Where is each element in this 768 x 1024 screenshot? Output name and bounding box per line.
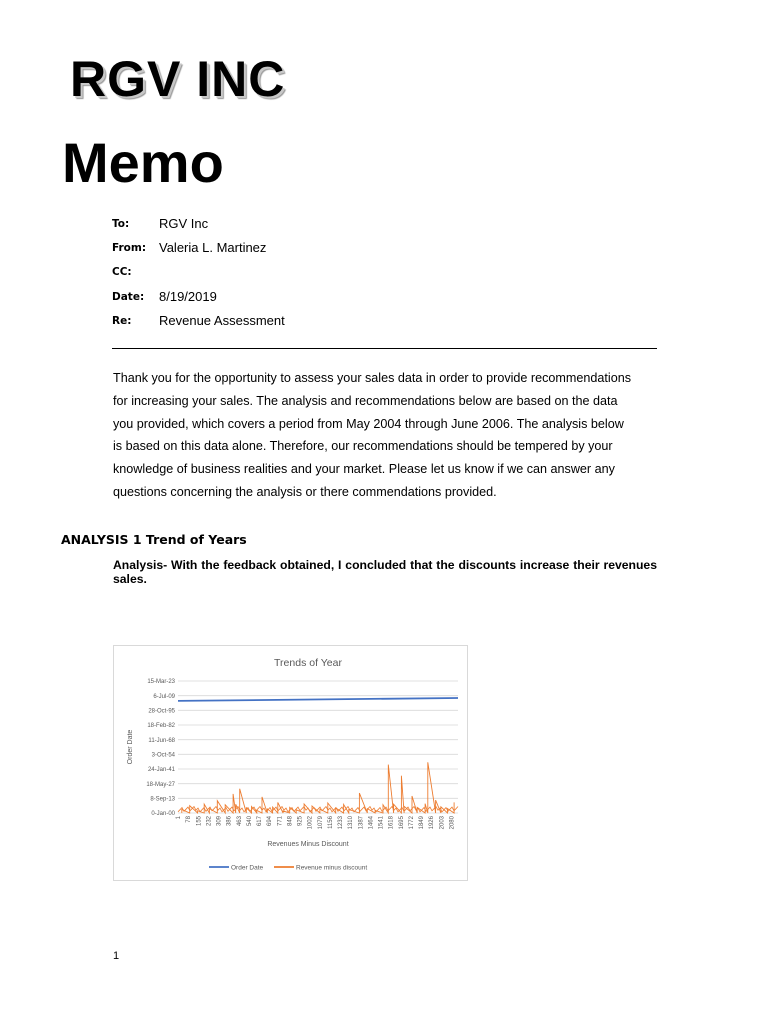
x-tick-label: 617 [257, 816, 264, 827]
x-tick-label: 540 [246, 816, 253, 827]
legend-label: Revenue minus discount [296, 864, 368, 872]
x-tick-label: 1233 [338, 816, 345, 830]
y-tick-label: 6-Jul-09 [153, 693, 175, 700]
x-tick-label: 1695 [398, 816, 405, 830]
y-tick-label: 28-Oct-95 [148, 708, 175, 715]
x-tick-label: 463 [236, 816, 243, 827]
x-axis-label: Revenues Minus Discount [267, 841, 349, 848]
field-label: From: [112, 242, 147, 255]
x-tick-label: 2080 [449, 816, 456, 830]
x-tick-label: 1772 [408, 816, 415, 830]
y-tick-label: 18-Feb-82 [147, 723, 175, 730]
x-tick-label: 78 [186, 816, 193, 823]
page-number: 1 [113, 950, 120, 962]
y-tick-label: 3-Oct-54 [151, 752, 175, 759]
field-value: RGV Inc [159, 216, 209, 231]
x-tick-label: 1926 [429, 816, 436, 830]
x-tick-label: 1541 [378, 816, 385, 830]
x-tick-label: 694 [267, 816, 274, 827]
legend-label: Order Date [231, 864, 264, 872]
x-tick-label: 1156 [327, 816, 334, 829]
header-divider [112, 348, 657, 349]
memo-title: Memo [62, 131, 224, 194]
y-tick-label: 24-Jan-41 [147, 767, 175, 774]
memo-header-fields [112, 216, 672, 337]
x-tick-label: 848 [287, 816, 294, 827]
x-tick-label: 309 [216, 816, 223, 827]
y-tick-label: 15-Mar-23 [147, 679, 175, 686]
y-tick-label: 11-Jun-68 [148, 737, 175, 744]
x-tick-label: 232 [206, 816, 213, 827]
trend-chart [113, 645, 468, 881]
field-label: To: [112, 218, 130, 230]
analysis-text: Analysis- With the feedback obtained, I concluded that the discounts increase their revenues sales. [113, 558, 657, 586]
x-tick-label: 1002 [307, 816, 314, 830]
y-tick-label: 8-Sep-13 [150, 796, 175, 803]
x-tick-label: 1387 [358, 816, 365, 830]
field-value: Valeria L. Martinez [159, 240, 267, 256]
chart-svg [114, 646, 467, 880]
x-tick-label: 386 [226, 816, 233, 827]
series-line-order-date [178, 698, 458, 701]
x-tick-label: 1849 [419, 816, 426, 830]
memo-field-to [112, 216, 672, 240]
x-tick-label: 155 [196, 816, 203, 827]
section-heading: ANALYSIS 1 Trend of Years [61, 532, 247, 547]
x-tick-label: 1618 [388, 816, 395, 830]
memo-field-cc [112, 264, 672, 288]
x-tick-label: 1079 [317, 816, 324, 830]
x-tick-label: 1464 [368, 816, 375, 830]
x-tick-label: 771 [277, 816, 284, 827]
y-axis-label: Order Date [127, 729, 134, 765]
field-label: CC: [112, 266, 132, 279]
y-tick-label: 0-Jan-00 [151, 811, 175, 818]
memo-field-date [112, 289, 672, 313]
body-paragraph: Thank you for the opportunity to assess your sales data in order to provide recommendations for increasing your sales. The analysis and recommendations below are based on the data you provided, which covers a period from May 2004 through June 2006. The analysis below is based on this data alone. Therefore, our recommendations should be tempered by your knowledge of business realities and your market. Please let us know if we can answer any questions concerning the analysis or there commendations provided. [113, 371, 632, 499]
field-value: 8/19/2019 [159, 288, 217, 304]
x-tick-label: 1310 [348, 816, 355, 830]
x-tick-label: 925 [297, 816, 304, 827]
field-label: Date: [112, 290, 145, 303]
company-name: RGV INC [70, 51, 286, 107]
series-line-revenue [182, 762, 454, 813]
x-tick-label: 1 [176, 816, 182, 820]
y-tick-label: 18-May-27 [146, 781, 175, 788]
x-tick-label: 2003 [439, 816, 446, 830]
field-label: Re: [112, 314, 132, 327]
chart-title: Trends of Year [274, 657, 342, 669]
memo-field-re [112, 313, 672, 337]
memo-field-from [112, 240, 672, 264]
field-value: Revenue Assessment [159, 312, 285, 328]
